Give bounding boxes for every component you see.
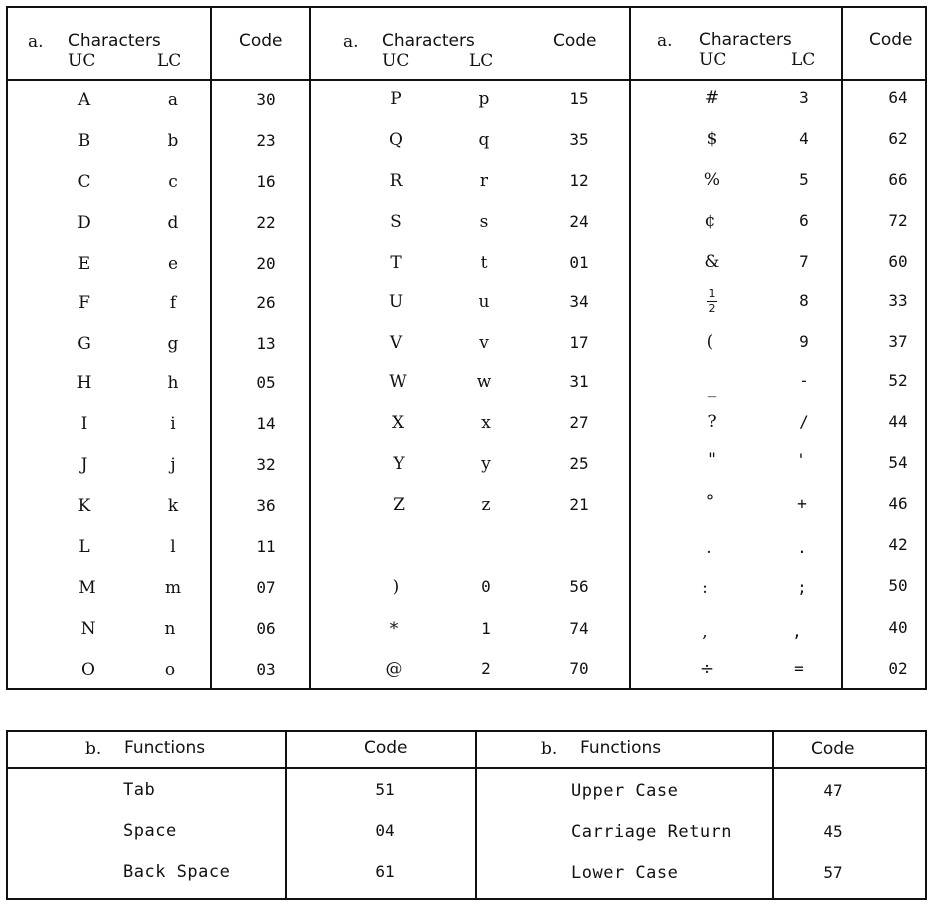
- section-label: b.: [541, 739, 558, 759]
- code-value: 74: [569, 619, 589, 638]
- uc-char: C: [77, 172, 91, 192]
- code-value: 12: [569, 171, 589, 190]
- lc-char: 8: [799, 291, 809, 310]
- lc-char: p: [478, 89, 490, 109]
- lc-header: LC: [469, 51, 494, 71]
- lc-char: y: [481, 454, 491, 474]
- lc-char: 3: [799, 88, 809, 107]
- uc-char: ?: [707, 412, 717, 432]
- uc-char: *: [389, 619, 399, 639]
- uc-char: ": [708, 450, 716, 470]
- lc-char: k: [167, 496, 179, 516]
- code-value: 42: [888, 535, 908, 554]
- uc-char: _: [707, 378, 717, 398]
- code-value: 57: [823, 863, 843, 882]
- lc-char: 6: [799, 211, 809, 230]
- uc-char: ÷: [699, 659, 715, 679]
- code-value: 37: [888, 332, 908, 351]
- code-value: 72: [888, 211, 908, 230]
- table-b-divider: [772, 730, 774, 900]
- code-value: 11: [256, 537, 276, 556]
- section-label: a.: [343, 32, 359, 52]
- section-label: a.: [28, 32, 44, 52]
- uc-char: Q: [389, 130, 403, 150]
- uc-char: L: [78, 537, 90, 557]
- lc-char: 7: [799, 252, 809, 271]
- lc-char: /: [799, 412, 809, 431]
- code-value: 27: [569, 413, 589, 432]
- uc-char: K: [77, 496, 91, 516]
- functions-header: Functions: [124, 738, 206, 758]
- lc-char: c: [168, 172, 178, 192]
- uc-char: S: [390, 212, 402, 232]
- uc-char: &: [704, 252, 720, 272]
- code-value: 33: [888, 291, 908, 310]
- uc-char: E: [77, 254, 91, 274]
- lc-char: u: [478, 292, 490, 312]
- characters-header: Characters: [699, 30, 792, 50]
- lc-char: h: [167, 373, 179, 393]
- lc-char: 5: [799, 170, 809, 189]
- uc-char: I: [80, 414, 88, 434]
- table-a-divider: [309, 6, 311, 690]
- fraction-numerator: 1: [708, 287, 716, 300]
- lc-char: g: [167, 334, 179, 354]
- uc-char: O: [81, 660, 95, 680]
- code-value: 30: [256, 90, 276, 109]
- lc-char: a: [167, 90, 179, 110]
- lc-char: 1: [481, 619, 491, 638]
- lc-char: x: [481, 413, 491, 433]
- code-value: 20: [256, 254, 276, 273]
- table-a-divider: [841, 6, 843, 690]
- functions-header: Functions: [580, 738, 662, 758]
- lc-char: v: [479, 333, 489, 353]
- lc-char: m: [164, 578, 182, 598]
- code-header: Code: [239, 31, 283, 51]
- lc-char: r: [479, 171, 489, 191]
- code-value: 54: [888, 453, 908, 472]
- code-value: 31: [569, 372, 589, 391]
- uc-char: W: [389, 372, 407, 392]
- code-header: Code: [869, 30, 913, 50]
- code-value: 51: [375, 780, 395, 799]
- code-value: 05: [256, 373, 276, 392]
- code-value: 16: [256, 172, 276, 191]
- function-name: Lower Case: [571, 863, 679, 883]
- uc-char: J: [80, 455, 88, 475]
- code-value: 24: [569, 212, 589, 231]
- uc-char: (: [706, 332, 714, 352]
- lc-char: =: [794, 659, 804, 678]
- uc-char: T: [390, 253, 402, 273]
- code-value: 03: [256, 660, 276, 679]
- code-value: 47: [823, 781, 843, 800]
- lc-char: q: [478, 130, 490, 150]
- code-value: 15: [569, 89, 589, 108]
- uc-char: V: [389, 333, 403, 353]
- code-value: 06: [256, 619, 276, 638]
- character-code-table: [6, 6, 927, 690]
- uc-char: B: [77, 131, 91, 151]
- lc-char: d: [167, 213, 179, 233]
- lc-char: t: [480, 253, 488, 273]
- table-b-header-divider: [6, 767, 927, 769]
- uc-char: R: [389, 171, 403, 191]
- uc-char: X: [391, 413, 405, 433]
- uc-char: M: [78, 578, 96, 598]
- uc-char: A: [77, 90, 91, 110]
- one-half-fraction: [707, 288, 717, 314]
- lc-char: -: [799, 371, 809, 390]
- section-label: a.: [657, 31, 673, 51]
- function-name: Space: [123, 821, 177, 841]
- function-name: Back Space: [123, 862, 231, 882]
- code-value: 02: [888, 659, 908, 678]
- table-a-header-divider: [6, 79, 927, 81]
- uc-header: UC: [68, 51, 96, 71]
- function-name: Carriage Return: [571, 822, 733, 842]
- lc-char: j: [170, 455, 176, 475]
- uc-char: ¢: [704, 211, 716, 231]
- code-value: 26: [256, 293, 276, 312]
- lc-char: 9: [799, 332, 809, 351]
- code-value: 21: [569, 495, 589, 514]
- code-value: 04: [375, 821, 395, 840]
- uc-char: ): [392, 577, 400, 597]
- characters-header: Characters: [68, 31, 161, 51]
- code-header: Code: [364, 738, 408, 758]
- lc-char: s: [479, 212, 489, 232]
- uc-char: @: [385, 659, 403, 679]
- lc-char: i: [170, 414, 176, 434]
- code-value: 64: [888, 88, 908, 107]
- code-value: 36: [256, 496, 276, 515]
- lc-char: w: [476, 372, 492, 392]
- code-value: 61: [375, 862, 395, 881]
- table-a-divider: [629, 6, 631, 690]
- lc-char: ;: [797, 578, 807, 597]
- uc-header: UC: [382, 51, 410, 71]
- code-value: 17: [569, 333, 589, 352]
- code-value: 13: [256, 334, 276, 353]
- lc-char: l: [170, 537, 176, 557]
- table-b-divider: [475, 730, 477, 900]
- code-value: 50: [888, 576, 908, 595]
- code-value: 25: [569, 454, 589, 473]
- uc-char: Z: [393, 495, 405, 515]
- code-value: 32: [256, 455, 276, 474]
- code-value: 66: [888, 170, 908, 189]
- code-value: 52: [888, 371, 908, 390]
- uc-char: ,: [702, 622, 708, 642]
- uc-char: D: [77, 213, 91, 233]
- code-value: 01: [569, 253, 589, 272]
- code-value: 35: [569, 130, 589, 149]
- uc-header: UC: [699, 50, 727, 70]
- uc-char: #: [704, 88, 720, 108]
- uc-char: :: [702, 578, 708, 598]
- lc-char: 4: [799, 129, 809, 148]
- lc-char: 0: [481, 577, 491, 596]
- lc-header: LC: [157, 51, 182, 71]
- uc-char: .: [706, 538, 712, 558]
- code-value: 14: [256, 414, 276, 433]
- function-name: Tab: [123, 780, 156, 800]
- lc-char: 2: [481, 659, 491, 678]
- uc-char: Y: [393, 454, 405, 474]
- uc-char: U: [388, 292, 404, 312]
- lc-char: .: [797, 538, 807, 557]
- uc-char: G: [77, 334, 91, 354]
- lc-char: +: [797, 494, 807, 513]
- code-value: 62: [888, 129, 908, 148]
- uc-char: %: [703, 170, 721, 190]
- code-value: 22: [256, 213, 276, 232]
- lc-char: ': [796, 450, 806, 469]
- lc-char: b: [167, 131, 179, 151]
- lc-char: z: [481, 495, 491, 515]
- code-header: Code: [553, 31, 597, 51]
- code-value: 60: [888, 252, 908, 271]
- code-value: 45: [823, 822, 843, 841]
- uc-char: $: [706, 129, 718, 149]
- code-value: 23: [256, 131, 276, 150]
- code-value: 44: [888, 412, 908, 431]
- function-name: Upper Case: [571, 781, 679, 801]
- table-b-divider: [285, 730, 287, 900]
- uc-char: H: [76, 373, 92, 393]
- fraction-denominator: 2: [708, 301, 716, 315]
- code-value: 56: [569, 577, 589, 596]
- lc-header: LC: [791, 50, 816, 70]
- lc-char: o: [164, 660, 176, 680]
- code-value: 70: [569, 659, 589, 678]
- table-a-divider: [210, 6, 212, 690]
- lc-char: e: [167, 254, 179, 274]
- code-value: 46: [888, 494, 908, 513]
- uc-char: F: [78, 293, 90, 313]
- code-value: 40: [888, 618, 908, 637]
- code-value: 07: [256, 578, 276, 597]
- lc-char: ,: [792, 622, 802, 641]
- uc-char: P: [390, 89, 402, 109]
- section-label: b.: [85, 739, 102, 759]
- lc-char: f: [169, 293, 177, 313]
- code-header: Code: [811, 739, 855, 759]
- uc-char: °: [705, 492, 715, 512]
- uc-char: N: [80, 619, 96, 639]
- characters-header: Characters: [382, 31, 475, 51]
- lc-char: n: [164, 619, 176, 639]
- code-value: 34: [569, 292, 589, 311]
